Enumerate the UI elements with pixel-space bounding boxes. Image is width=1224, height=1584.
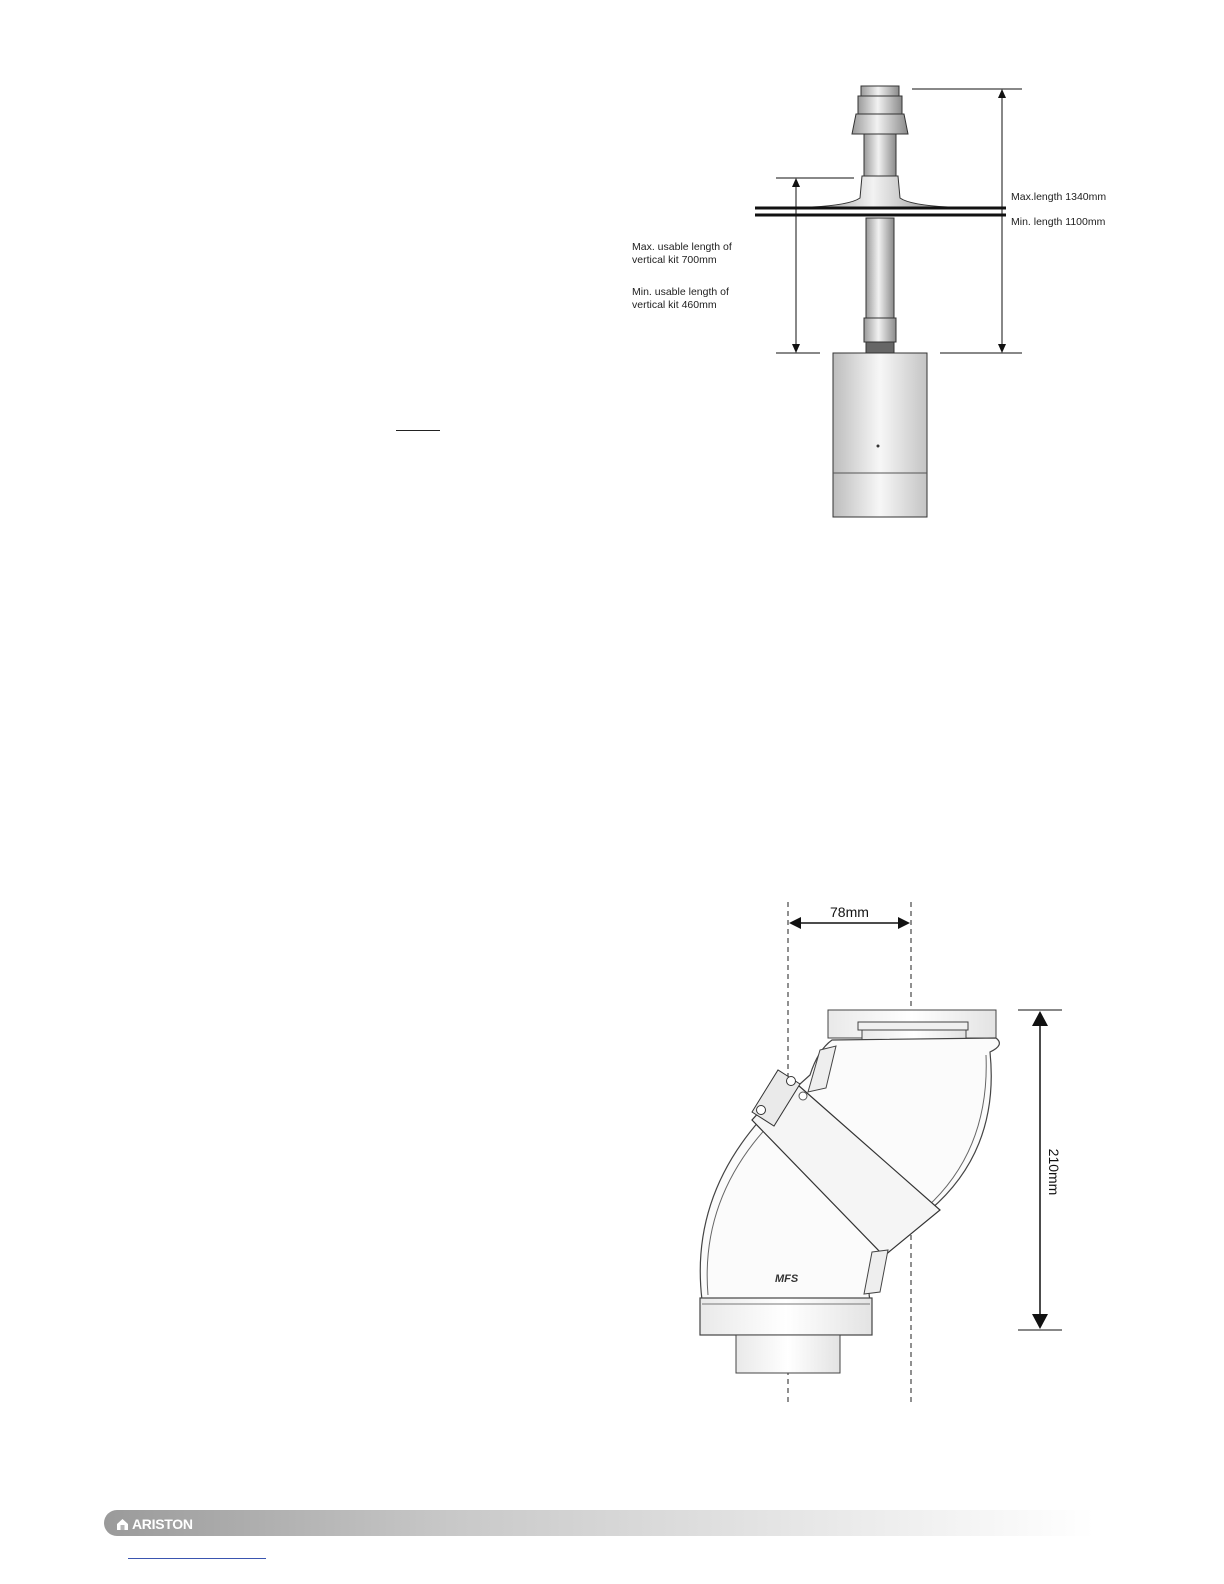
- clamp-screw-icon: [757, 1106, 766, 1115]
- footer-link-underline[interactable]: [128, 1558, 266, 1559]
- clamp-screw-icon: [787, 1077, 796, 1086]
- brand-name: ARISTON: [132, 1516, 193, 1532]
- bend-bottom-socket: [700, 1298, 872, 1373]
- clamp-hole-icon: [799, 1092, 807, 1100]
- max-usable-length-label-line1: Max. usable length of: [632, 241, 732, 253]
- min-usable-length-label-line1: Min. usable length of: [632, 286, 729, 298]
- max-total-length-label: Max.length 1340mm: [1011, 191, 1107, 203]
- height-dimension-label: 210mm: [1046, 1148, 1062, 1196]
- width-dimension-label: 78mm: [830, 904, 869, 920]
- max-usable-length-label-line2: vertical kit 700mm: [632, 254, 717, 266]
- bend-stamp: MFS: [775, 1273, 799, 1285]
- house-icon: [116, 1518, 129, 1531]
- footer-bar: [104, 1510, 1094, 1536]
- brand-logo: [116, 1515, 193, 1533]
- min-usable-length-label-line2: vertical kit 460mm: [632, 299, 717, 311]
- min-total-length-label: Min. length 1100mm: [1011, 216, 1106, 228]
